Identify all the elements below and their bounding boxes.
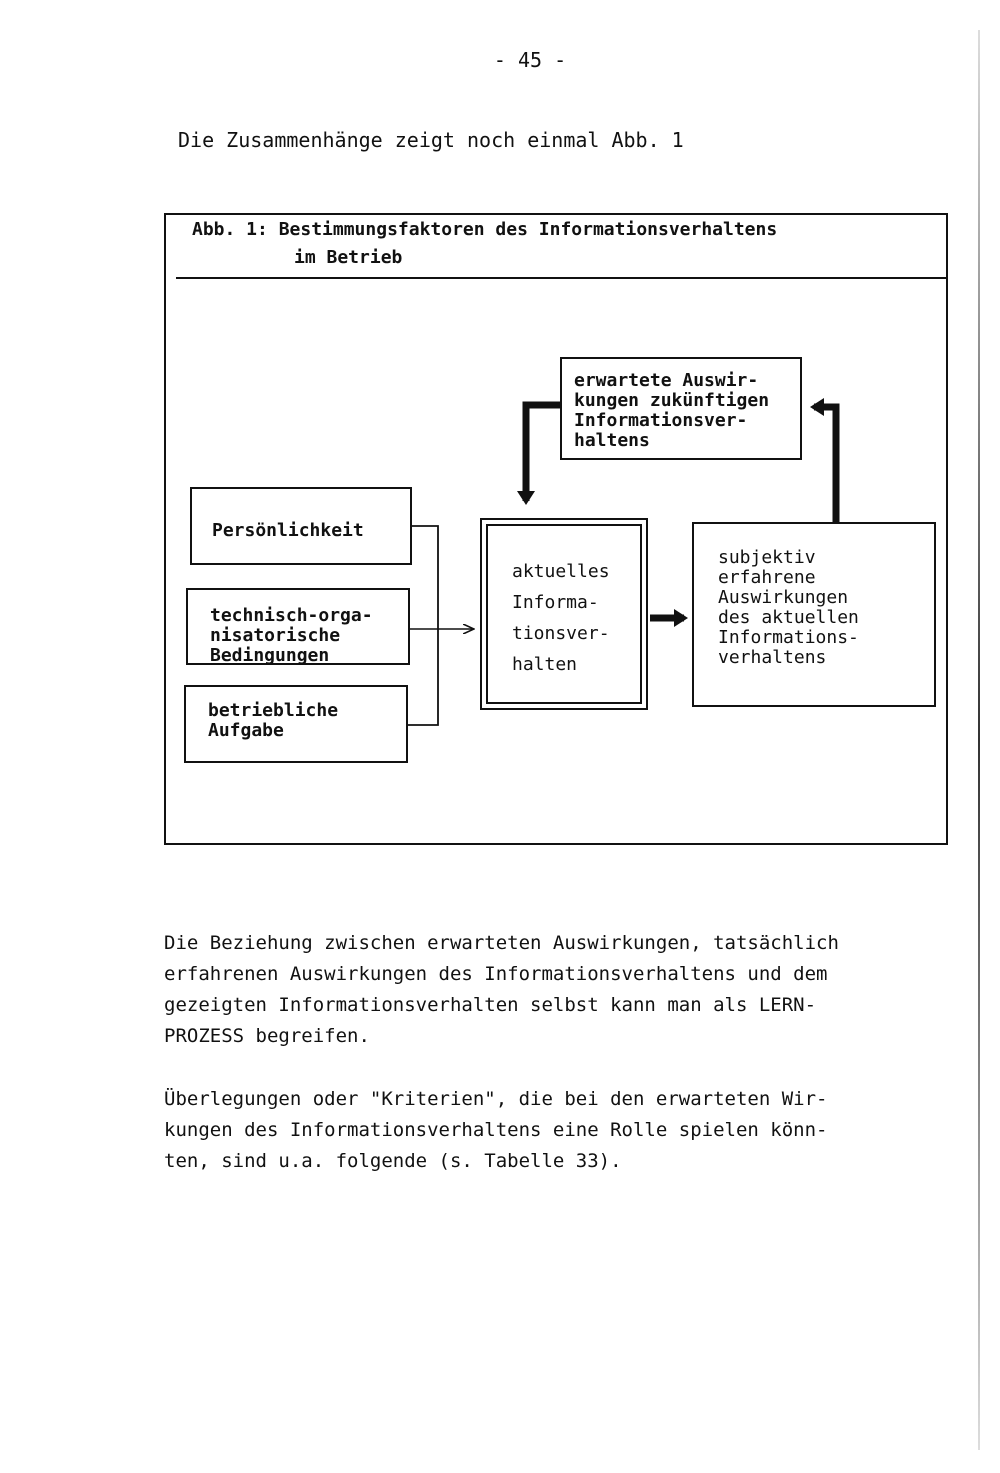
- paragraph-line: erfahrenen Auswirkungen des Informationsverhaltens und dem: [164, 963, 828, 985]
- box-text: haltens: [574, 430, 650, 451]
- box-text: halten: [512, 654, 578, 675]
- paragraph-line: gezeigten Informationsverhalten selbst kann man als LERN-: [164, 994, 817, 1016]
- box-text: Informationsver-: [574, 410, 748, 431]
- box-text: tionsver-: [512, 623, 610, 644]
- arrow-to-erwartet: [814, 407, 836, 522]
- bracket-line: [408, 526, 438, 725]
- box-text: Aufgabe: [208, 720, 284, 741]
- box-text: Auswirkungen: [718, 587, 849, 608]
- paragraph-line: Überlegungen oder "Kriterien", die bei den erwarteten Wir-: [164, 1088, 828, 1110]
- scan-edge: [978, 30, 980, 1450]
- paragraph-line: kungen des Informationsverhaltens eine Rolle spielen könn-: [164, 1119, 828, 1141]
- paragraph-line: PROZESS begreifen.: [164, 1025, 370, 1047]
- box-subjektiv-erfahrene-auswirkungen: [692, 522, 936, 707]
- paragraph-kriterien: [164, 1084, 924, 1177]
- box-betriebliche-aufgabe: [184, 685, 408, 763]
- paragraph-lernprozess: [164, 928, 924, 1052]
- box-text: verhaltens: [718, 647, 827, 668]
- box-text: betriebliche: [208, 700, 339, 721]
- box-text: Informations-: [718, 627, 859, 648]
- box-text: aktuelles: [512, 561, 610, 582]
- figure-title-line-1: Abb. 1: Bestimmungsfaktoren des Informationsverhaltens: [192, 219, 778, 240]
- box-erwartete-auswirkungen: [560, 357, 802, 460]
- box-text: erfahrene: [718, 567, 816, 588]
- box-text: des aktuellen: [718, 607, 859, 628]
- box-text: Informa-: [512, 592, 599, 613]
- arrow-to-aktuell-feedback: [526, 405, 560, 501]
- page-number: - 45 -: [493, 48, 567, 72]
- box-text: Bedingungen: [210, 645, 330, 666]
- box-persoenlichkeit: [190, 487, 412, 565]
- box-text: nisatorische: [210, 625, 341, 646]
- box-inner-frame: [486, 524, 642, 704]
- box-technisch-organisatorisch: [186, 588, 410, 665]
- paragraph-line: ten, sind u.a. folgende (s. Tabelle 33).: [164, 1150, 622, 1172]
- paragraph-line: Die Beziehung zwischen erwarteten Auswirkungen, tatsächlich: [164, 932, 839, 954]
- box-text: technisch-orga-: [210, 605, 373, 626]
- box-text: subjektiv: [718, 547, 816, 568]
- box-text: kungen zukünftigen: [574, 390, 770, 411]
- box-text: Persönlichkeit: [212, 520, 364, 541]
- figure-title-line-2: im Betrieb: [294, 247, 403, 268]
- box-aktuelles-verhalten: [480, 518, 648, 710]
- intro-sentence: Die Zusammenhänge zeigt noch einmal Abb. 1: [178, 128, 684, 152]
- box-text: erwartete Auswir-: [574, 370, 759, 391]
- figure-abb-1: [164, 213, 948, 845]
